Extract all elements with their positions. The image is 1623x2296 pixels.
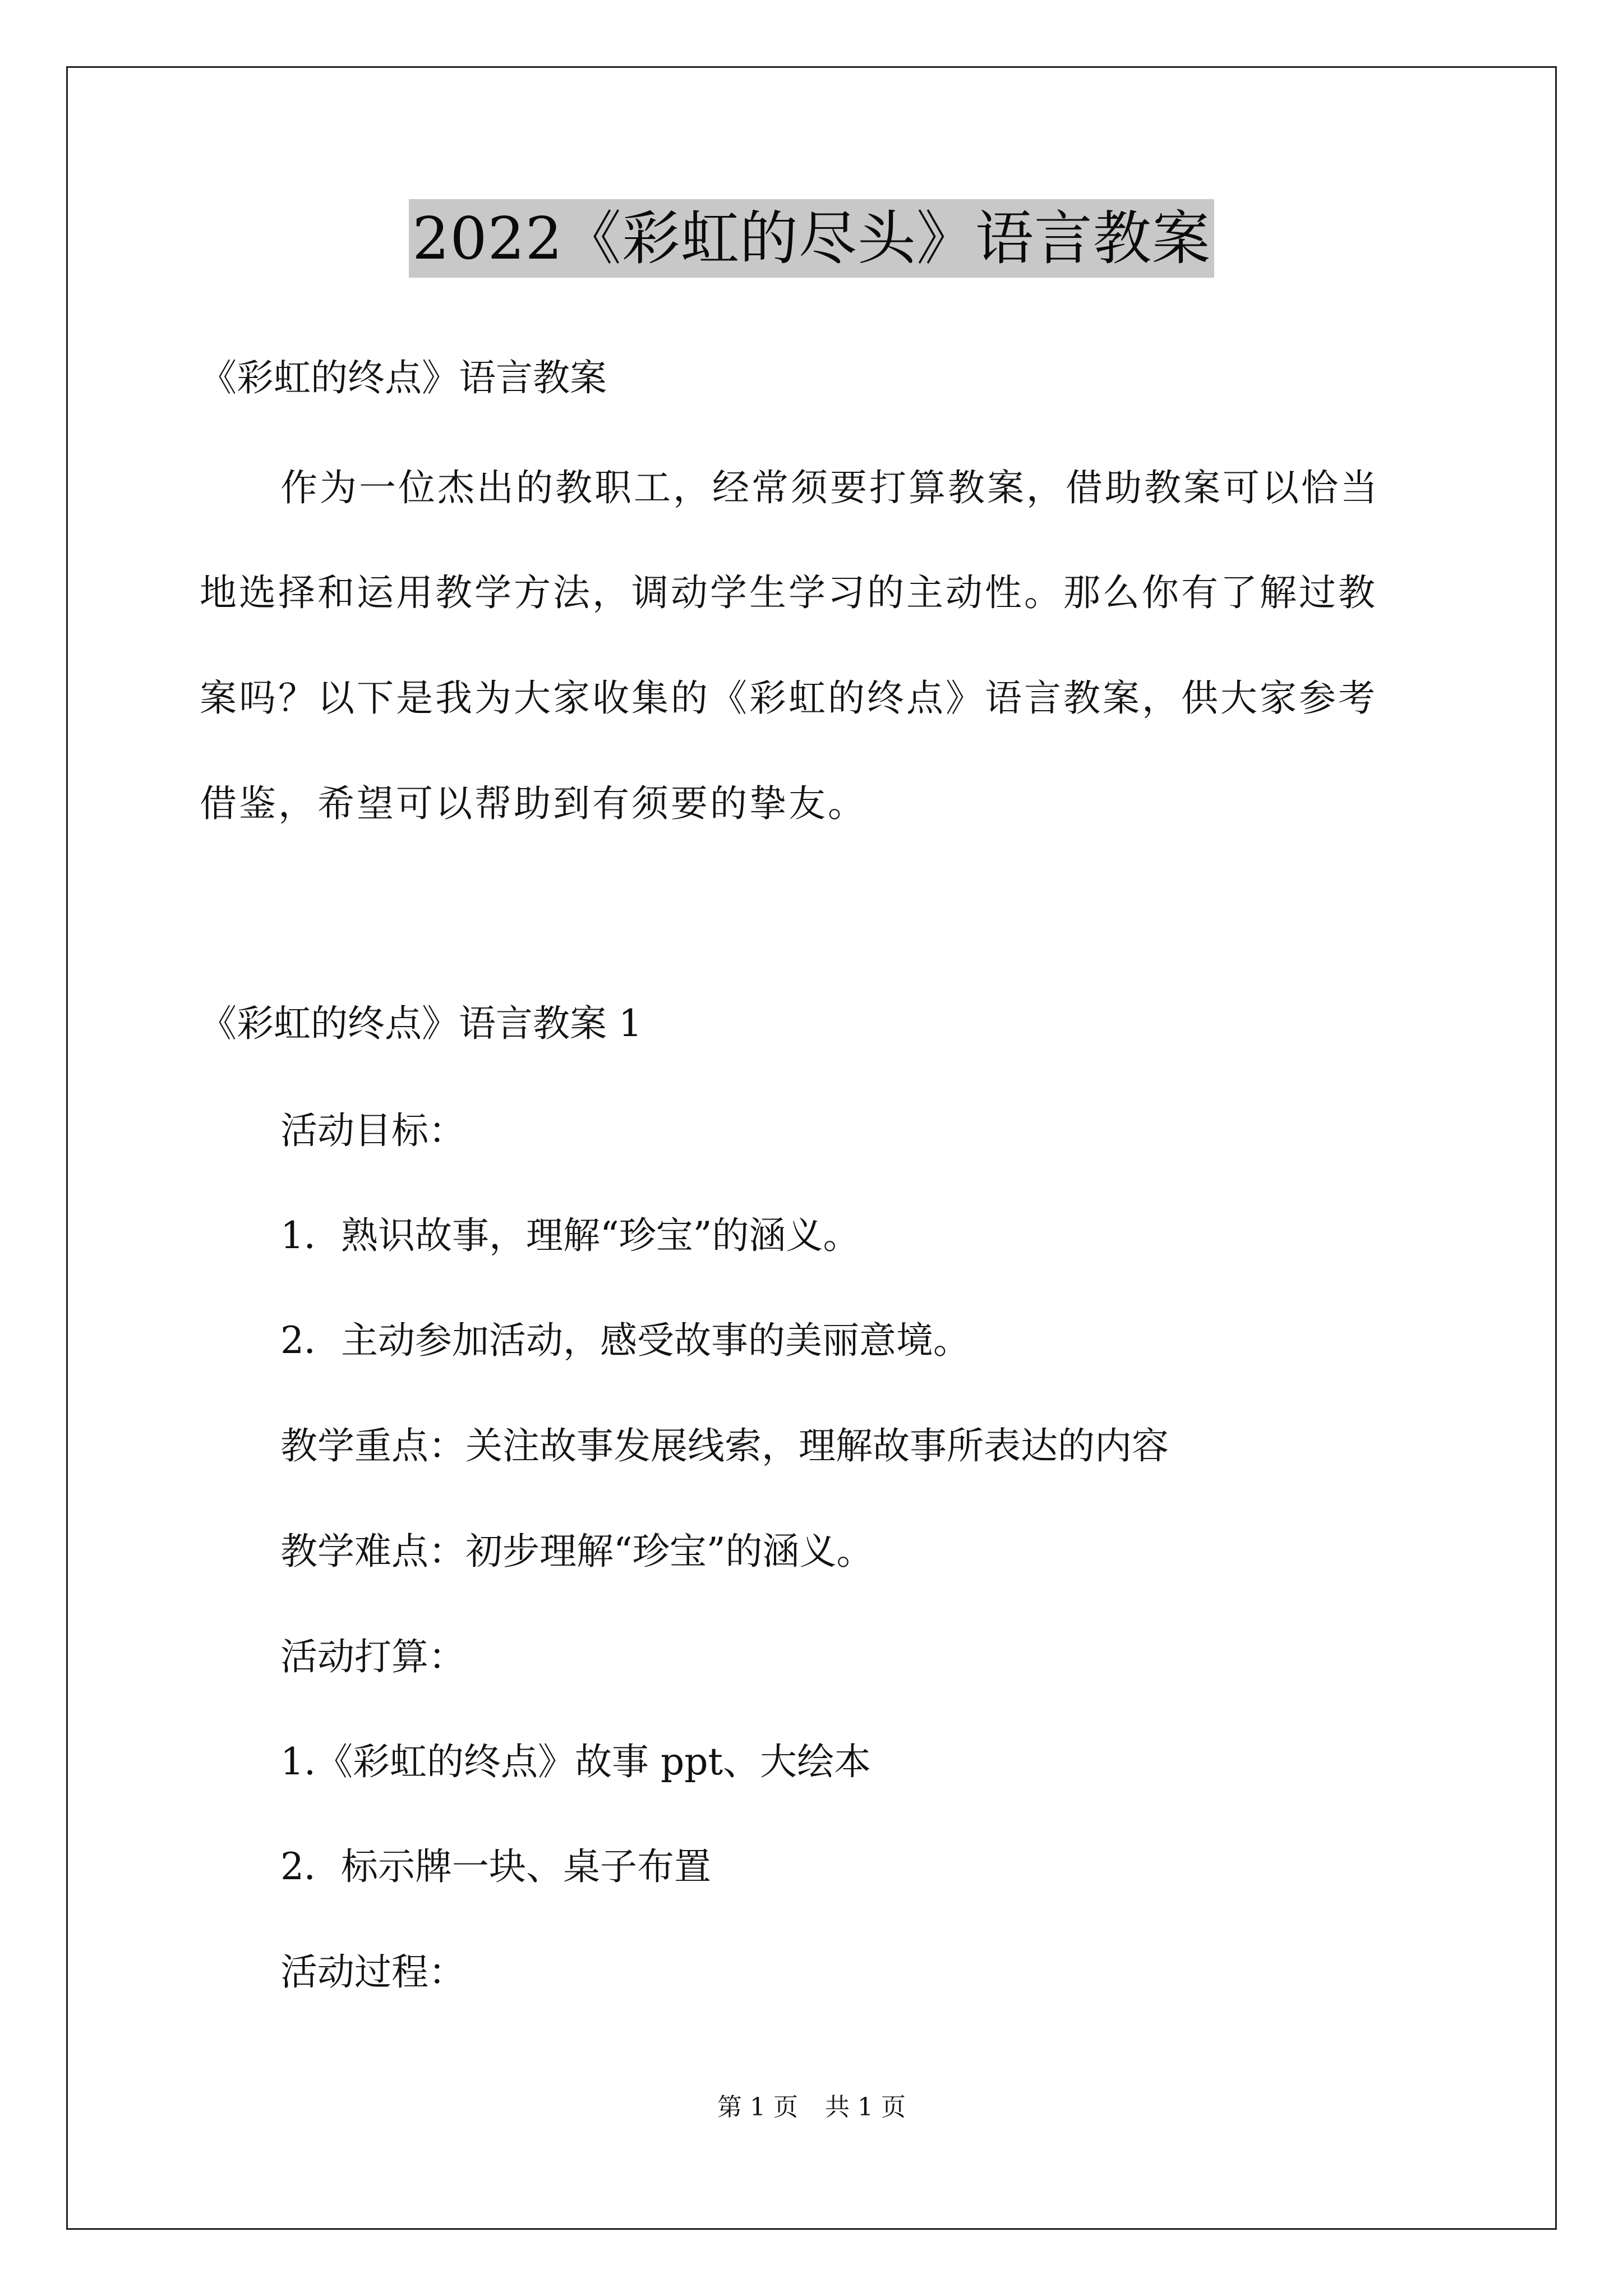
activity-goals-label: 活动目标：: [280, 1109, 465, 1152]
intro-line-2: 地选择和运用教学方法，调动学生学习的主动性。那么你有了解过教: [200, 571, 1377, 614]
goal-item-2: 2．主动参加活动，感受故事的美丽意境。: [280, 1319, 970, 1362]
teaching-difficulty: 教学难点：初步理解“珍宝”的涵义。: [280, 1530, 874, 1573]
activity-preparation-label: 活动打算：: [280, 1635, 465, 1678]
page-footer: [0, 2091, 1623, 2124]
page-number-current: 第 1 页: [717, 2093, 798, 2122]
document-subtitle: 《彩虹的终点》语言教案: [200, 356, 607, 399]
intro-line-3: 案吗？以下是我为大家收集的《彩虹的终点》语言教案，供大家参考: [200, 677, 1377, 720]
preparation-item-1: 1.《彩虹的终点》故事 ppt、大绘本: [280, 1740, 871, 1783]
intro-line-4: 借鉴，希望可以帮助到有须要的挚友。: [200, 782, 867, 825]
teaching-focus: 教学重点：关注故事发展线索，理解故事所表达的内容: [280, 1424, 1169, 1467]
preparation-item-2: 2．标示牌一块、桌子布置: [280, 1845, 711, 1888]
activity-process-label: 活动过程：: [280, 1950, 465, 1994]
section-heading: 《彩虹的终点》语言教案 1: [200, 1002, 642, 1045]
document-title: 2022《彩虹的尽头》语言教案: [409, 199, 1214, 278]
title-container: [0, 199, 1623, 278]
goal-item-1: 1．熟识故事，理解“珍宝”的涵义。: [280, 1214, 860, 1257]
intro-line-1: 作为一位杰出的教职工，经常须要打算教案，借助教案可以恰当: [280, 466, 1380, 509]
page-number-total: 共 1 页: [825, 2093, 906, 2122]
